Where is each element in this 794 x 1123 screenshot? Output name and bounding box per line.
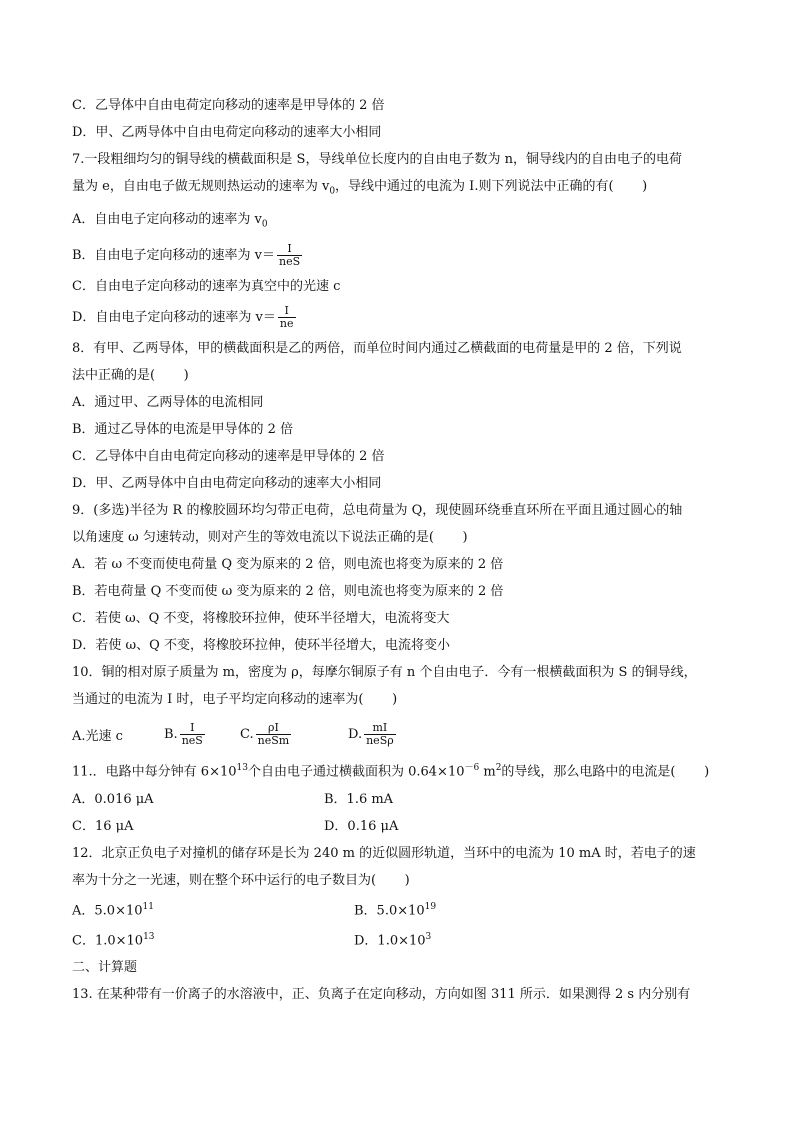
- question-12-stem-cont: [72, 867, 732, 894]
- fraction: [180, 722, 205, 747]
- question-10-stem-cont: [72, 686, 732, 713]
- q11-text2: 个自由电子通过横截面积为 0.64×10: [247, 764, 465, 780]
- q11-option-a: A．0.016 μA: [72, 791, 154, 807]
- fraction-denominator: neSm: [257, 733, 290, 747]
- q12a-sup: 11: [142, 901, 154, 912]
- q9-text: 以角速度 ω 匀速转动，则对产生的等效电流以下说法正确的是(: [72, 530, 434, 546]
- fraction: [278, 305, 296, 330]
- fraction-numerator: I: [287, 242, 292, 256]
- question-9-option-d: D．若使 ω、Q 不变，将橡胶环拉伸，使环半径增大，电流将变小: [72, 638, 450, 654]
- section-heading: 二、计算题: [72, 960, 138, 976]
- q11-option-c: C．16 μA: [72, 818, 134, 834]
- question-8-option-d: D．甲、乙两导体中自由电荷定向移动的速率大小相同: [72, 476, 382, 492]
- q12d-text: D．1.0×10: [354, 933, 426, 949]
- question-7-option-c: C．自由电子定向移动的速率为真空中的光速 c: [72, 279, 341, 295]
- question-12-options-row2: [72, 924, 732, 954]
- option-label: D.: [348, 726, 363, 742]
- q9-paren: ): [462, 530, 468, 546]
- q10-text: 当通过的电流为 I 时，电子平均定向移动的速率为(: [72, 692, 364, 708]
- question-8-option-b: B．通过乙导体的电流是甲导体的 2 倍: [72, 422, 294, 438]
- q12-option-d: [354, 924, 431, 954]
- question-8-stem-cont: [72, 362, 732, 389]
- question-11-options-row1: [72, 786, 732, 813]
- q11-option-d: D．0.16 μA: [324, 818, 399, 834]
- fraction-numerator: I: [284, 304, 289, 318]
- q11-sup3: 2: [495, 763, 502, 774]
- question-7-option-d: [72, 300, 732, 335]
- question-10-options: [72, 713, 732, 755]
- question-7-stem: 7.一段粗细均匀的铜导线的横截面积是 S，导线单位长度内的自由电子数为 n，铜导线内的自由电子的电荷: [72, 152, 682, 167]
- question-9-option-a: A．若 ω 不变而使电荷量 Q 变为原来的 2 倍，则电流也将变为原来的 2 倍: [72, 557, 504, 573]
- option-label: C.: [240, 726, 254, 742]
- question-7-option-a: [72, 206, 732, 239]
- q12-option-a: [72, 894, 354, 924]
- question-8-option-c: C．乙导体中自由电荷定向移动的速率是甲导体的 2 倍: [72, 449, 385, 465]
- q7d-text: D．自由电子定向移动的速率为 v＝: [72, 310, 276, 326]
- q12b-sup: 19: [424, 901, 437, 912]
- question-9-stem-cont: [72, 524, 732, 551]
- q11-text: 11.．电路中每分钟有 6×10: [72, 764, 237, 780]
- q12-option-c: [72, 924, 354, 954]
- option-label: B.: [164, 726, 178, 742]
- q11-paren: ): [704, 764, 710, 780]
- q12a-text: A．5.0×10: [72, 902, 143, 918]
- fraction-denominator: neS: [279, 255, 301, 269]
- question-7-option-b: [72, 238, 732, 273]
- fraction-numerator: ρI: [268, 720, 279, 734]
- q7-text2: ，导线中通过的电流为 I.则下列说法中正确的有(: [335, 179, 614, 194]
- q11-text4: 的导线，那么电路中的电流是(: [501, 764, 676, 780]
- question-8-option-a: A．通过甲、乙两导体的电流相同: [72, 395, 264, 411]
- question-10-stem: 10．铜的相对原子质量为 m，密度为 ρ，每摩尔铜原子有 n 个自由电子．今有一根横截面积为 S 的铜导线，: [72, 665, 697, 681]
- q12-option-b: [354, 894, 436, 924]
- fraction-denominator: neS: [181, 733, 203, 747]
- q12-paren: ): [404, 872, 410, 888]
- fraction: [277, 243, 302, 268]
- q10-option-b: [164, 722, 240, 747]
- q8-paren: ): [183, 368, 189, 384]
- question-7-stem-cont: [72, 173, 732, 206]
- q10-paren: ): [392, 692, 398, 708]
- fraction-denominator: neSρ: [366, 733, 394, 747]
- option-c-prev: C．乙导体中自由电荷定向移动的速率是甲导体的 2 倍: [72, 98, 385, 113]
- q12c-sup: 13: [143, 931, 155, 942]
- q7-paren: ): [642, 179, 648, 194]
- fraction: [364, 722, 396, 747]
- q10-option-a: A.光速 c: [72, 728, 123, 744]
- q12b-text: B．5.0×10: [354, 902, 425, 918]
- q11-sup: 13: [236, 763, 248, 774]
- q10-option-c: [240, 722, 348, 747]
- question-9-option-b: B．若电荷量 Q 不变而使 ω 变为原来的 2 倍，则电流也将变为原来的 2 倍: [72, 584, 504, 600]
- document-page: [72, 92, 732, 1008]
- q8-text: 法中正确的是(: [72, 368, 156, 384]
- q11-text3: m: [479, 764, 496, 780]
- q7a-text: A．自由电子定向移动的速率为 v: [72, 211, 262, 227]
- q7b-text: B．自由电子定向移动的速率为 v＝: [72, 248, 276, 264]
- fraction-numerator: I: [190, 720, 195, 734]
- question-11-options-row2: [72, 813, 732, 840]
- q7-text: 量为 e，自由电子做无规则热运动的速率为 v: [72, 179, 330, 194]
- q12d-sup: 3: [425, 931, 432, 942]
- q11-sup2: －6: [464, 763, 480, 774]
- q12c-text: C．1.0×10: [72, 933, 144, 949]
- q11-option-b: B．1.6 mA: [324, 791, 394, 807]
- question-12-options-row1: [72, 894, 732, 924]
- fraction-numerator: mI: [372, 720, 388, 734]
- question-12-stem: 12．北京正负电子对撞机的储存环是长为 240 m 的近似圆形轨道，当环中的电流为 10 mA 时，若电子的速: [72, 845, 696, 861]
- q7a-sub: 0: [261, 219, 268, 230]
- fraction: [256, 722, 292, 747]
- question-9-stem: 9．(多选)半径为 R 的橡胶圆环均匀带正电荷，总电荷量为 Q，现使圆环绕垂直环所在平面且通过圆心的轴: [72, 503, 683, 519]
- question-13-stem: 13. 在某种带有一价离子的水溶液中，正、负离子在定向移动，方向如图 311 所示．如果测得 2 s 内分别有: [72, 987, 691, 1003]
- q12-text: 率为十分之一光速，则在整个环中运行的电子数目为(: [72, 872, 377, 888]
- question-11-stem: [72, 755, 732, 785]
- q7-sub: 0: [329, 186, 336, 197]
- question-9-option-c: C．若使 ω、Q 不变，将橡胶环拉伸，使环半径增大，电流将变大: [72, 611, 450, 627]
- question-8-stem: 8．有甲、乙两导体，甲的横截面积是乙的两倍，而单位时间内通过乙横截面的电荷量是甲的 2 倍，下列说: [72, 341, 682, 357]
- fraction-denominator: ne: [279, 317, 294, 331]
- option-d-prev: D．甲、乙两导体中自由电荷定向移动的速率大小相同: [72, 125, 382, 140]
- q10-option-d: [348, 722, 398, 747]
